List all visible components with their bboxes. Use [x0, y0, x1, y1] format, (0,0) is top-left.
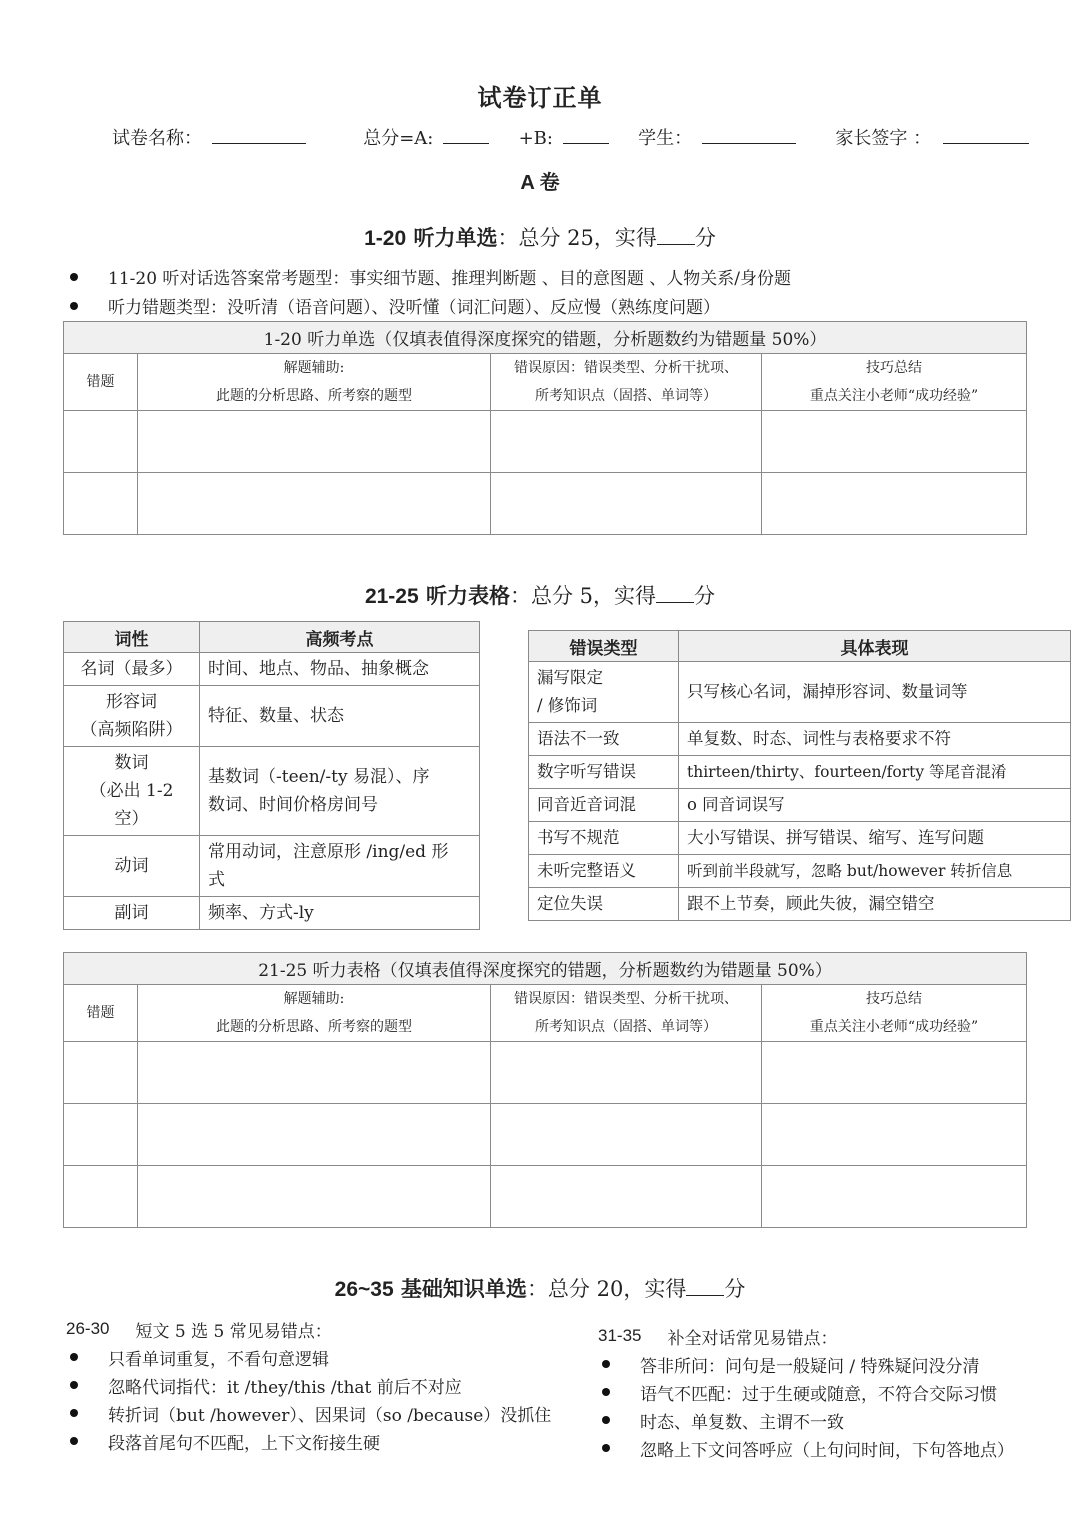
section1-heading: [0, 222, 1080, 252]
table-row: [64, 1042, 1027, 1104]
table-cell: 只写核心名词，漏掉形容词、数量词等: [679, 662, 1071, 723]
table-row: [64, 1166, 1027, 1228]
section2-score-text: ：总分 5，实得: [509, 584, 657, 608]
section3-heading: [0, 1273, 1080, 1303]
table-row: [64, 836, 480, 897]
col-header-skill-summary: 技巧总结 重点关注小老师“成功经验”: [762, 985, 1027, 1042]
section2-num: 21-25: [364, 585, 419, 608]
list-item: 转折词（but /however）、因果词（so /because）没抓住: [66, 1399, 551, 1427]
section3-unit: 分: [724, 1277, 746, 1301]
table-cell: o 同音词误写: [679, 789, 1071, 822]
table-cell[interactable]: [138, 473, 491, 535]
table-cell: 听到前半段就写，忽略 but/however 转折信息: [679, 855, 1071, 888]
table-row: [64, 686, 480, 747]
parent-sign-label: 家长签字 ：: [835, 128, 932, 149]
table-cell: 特征、数量、状态: [200, 686, 480, 747]
table-row: [529, 888, 1071, 921]
table-cell[interactable]: [762, 473, 1027, 535]
total-label: 总分=A:: [363, 128, 434, 149]
table-cell[interactable]: [64, 1104, 138, 1166]
section1-num: 1-20: [364, 227, 407, 250]
table-cell: 大小写错误、拼写错误、缩写、连写问题: [679, 822, 1071, 855]
table-cell[interactable]: [762, 1166, 1027, 1228]
col-header-skill-summary: 技巧总结 重点关注小老师“成功经验”: [762, 354, 1027, 411]
col-header-error-reason: 错误原因：错误类型、分析干扰项、 所考知识点（固搭、单词等）: [491, 985, 762, 1042]
header-info-line: [112, 124, 1029, 150]
table-row: [529, 822, 1071, 855]
list-item: 答非所问：问句是一般疑问 / 特殊疑问没分清: [598, 1350, 1014, 1378]
col-header-manifestation: 具体表现: [679, 631, 1071, 662]
section3-right-list: [598, 1322, 1014, 1462]
table-row: [64, 653, 480, 686]
bullet-icon: [70, 302, 78, 310]
section3-score-text: ：总分 20，实得: [526, 1277, 687, 1301]
table-cell: 漏写限定 / 修饰词: [529, 662, 679, 723]
list-item: 时态、单复数、主谓不一致: [598, 1406, 1014, 1434]
table-cell: thirteen/thirty、fourteen/forty 等尾音混淆: [679, 756, 1071, 789]
col-header-hot-points: 高频考点: [200, 622, 480, 653]
bullet-icon: [70, 1381, 78, 1389]
table-cell[interactable]: [138, 1042, 491, 1104]
section1-analysis-table: [63, 321, 1027, 535]
table-cell[interactable]: [491, 473, 762, 535]
section1-score-text: ：总分 25，实得: [497, 226, 657, 250]
table-caption: 21-25 听力表格（仅填表值得深度探究的错题，分析题数约为错题量 50%）: [64, 953, 1027, 985]
section2-unit: 分: [694, 584, 716, 608]
section2-heading: [0, 580, 1080, 610]
col-header-solution-aid: 解题辅助: 此题的分析思路、所考察的题型: [138, 985, 491, 1042]
table-cell: 单复数、时态、词性与表格要求不符: [679, 723, 1071, 756]
table-cell: 频率、方式-ly: [200, 897, 480, 930]
bullet-icon: [602, 1444, 610, 1452]
col-header-wrong-question: 错题: [64, 985, 138, 1042]
table-cell: 基数词（-teen/-ty 易混）、序 数词、时间价格房间号: [200, 747, 480, 836]
table-cell[interactable]: [762, 1042, 1027, 1104]
table-cell[interactable]: [491, 1042, 762, 1104]
list-item: 忽略上下文问答呼应（上句问时间，下句答地点）: [598, 1434, 1014, 1462]
parent-sign-blank[interactable]: [943, 127, 1029, 144]
table-cell: 副词: [64, 897, 200, 930]
section1-bullet-list: [66, 262, 791, 320]
score-b-blank[interactable]: [563, 127, 609, 144]
table-row: [529, 723, 1071, 756]
table-cell: 同音近音词混: [529, 789, 679, 822]
table-row: [529, 855, 1071, 888]
table-row: [64, 473, 1027, 535]
table-cell[interactable]: [491, 1104, 762, 1166]
student-blank[interactable]: [702, 127, 796, 144]
table-cell: 数词 （必出 1-2 空）: [64, 747, 200, 836]
list-item: 11-20 听对话选答案常考题型：事实细节题、推理判断题 、目的意图题 、人物关系/身份题: [66, 262, 791, 291]
table-cell: 名词（最多）: [64, 653, 200, 686]
section1-unit: 分: [694, 226, 716, 250]
table-cell[interactable]: [138, 411, 491, 473]
bullet-icon: [70, 1353, 78, 1361]
list-item: 听力错题类型：没听清（语音问题）、没听懂（词汇问题）、反应慢（熟练度问题）: [66, 291, 791, 320]
pos-reference-table: [63, 621, 480, 930]
list-item: 忽略代词指代：it /they/this /that 前后不对应: [66, 1371, 551, 1399]
bullet-icon: [602, 1388, 610, 1396]
table-cell[interactable]: [64, 411, 138, 473]
table-cell[interactable]: [64, 1166, 138, 1228]
table-cell: 书写不规范: [529, 822, 679, 855]
section3-num: 26~35: [334, 1278, 394, 1301]
bullet-icon: [70, 1437, 78, 1445]
table-cell[interactable]: [138, 1166, 491, 1228]
table-cell[interactable]: [138, 1104, 491, 1166]
list-item: 段落首尾句不匹配，上下文衔接生硬: [66, 1427, 551, 1455]
bullet-icon: [70, 273, 78, 281]
table-cell: 跟不上节奏，顾此失彼，漏空错空: [679, 888, 1071, 921]
list-header: 26-30 短文 5 选 5 常见易错点：: [66, 1319, 332, 1342]
table-cell: 时间、地点、物品、抽象概念: [200, 653, 480, 686]
plus-b-label: +B:: [518, 128, 553, 149]
table-cell: 语法不一致: [529, 723, 679, 756]
error-type-table: [528, 630, 1071, 921]
table-cell: 定位失误: [529, 888, 679, 921]
table-cell: 未听完整语义: [529, 855, 679, 888]
section3-name: 基础知识单选: [393, 1276, 527, 1301]
score-a-blank[interactable]: [443, 127, 489, 144]
student-label: 学生：: [638, 128, 693, 149]
table-cell[interactable]: [64, 473, 138, 535]
paper-name-blank[interactable]: [212, 127, 306, 144]
col-header-error-type: 错误类型: [529, 631, 679, 662]
section1-name: 听力单选: [406, 225, 498, 250]
table-row: [64, 747, 480, 836]
section1-score-blank[interactable]: [657, 228, 695, 245]
table-cell: 常用动词，注意原形 /ing/ed 形 式: [200, 836, 480, 897]
table-row: [64, 411, 1027, 473]
col-header-error-reason: 错误原因：错误类型、分析干扰项、 所考知识点（固搭、单词等）: [491, 354, 762, 411]
bullet-icon: [602, 1416, 610, 1424]
paper-a-label: A 卷: [520, 172, 560, 194]
table-cell[interactable]: [64, 1042, 138, 1104]
table-cell[interactable]: [491, 1166, 762, 1228]
list-item: 只看单词重复，不看句意逻辑: [66, 1343, 551, 1371]
table-row: [64, 897, 480, 930]
table-cell[interactable]: [762, 411, 1027, 473]
page-title: 试卷订正单: [477, 83, 603, 112]
paper-name-label: 试卷名称：: [112, 128, 202, 149]
table-row: [64, 1104, 1027, 1166]
section3-left-list: [66, 1315, 551, 1455]
list-item: 语气不匹配：过于生硬或随意，不符合交际习惯: [598, 1378, 1014, 1406]
list-header: 31-35 补全对话常见易错点：: [598, 1326, 838, 1349]
table-cell: 形容词 （高频陷阱）: [64, 686, 200, 747]
section2-analysis-table: [63, 952, 1027, 1228]
table-row: [529, 756, 1071, 789]
table-cell: 动词: [64, 836, 200, 897]
table-cell[interactable]: [762, 1104, 1027, 1166]
table-cell: 数字听写错误: [529, 756, 679, 789]
section2-score-blank[interactable]: [656, 586, 694, 603]
bullet-icon: [70, 1409, 78, 1417]
col-header-wrong-question: 错题: [64, 354, 138, 411]
section3-score-blank[interactable]: [686, 1279, 724, 1296]
table-cell[interactable]: [491, 411, 762, 473]
col-header-pos: 词性: [64, 622, 200, 653]
section2-name: 听力表格: [418, 583, 510, 608]
table-caption: 1-20 听力单选（仅填表值得深度探究的错题，分析题数约为错题量 50%）: [64, 322, 1027, 354]
table-row: [529, 662, 1071, 723]
col-header-solution-aid: 解题辅助: 此题的分析思路、所考察的题型: [138, 354, 491, 411]
bullet-icon: [602, 1360, 610, 1368]
table-row: [529, 789, 1071, 822]
